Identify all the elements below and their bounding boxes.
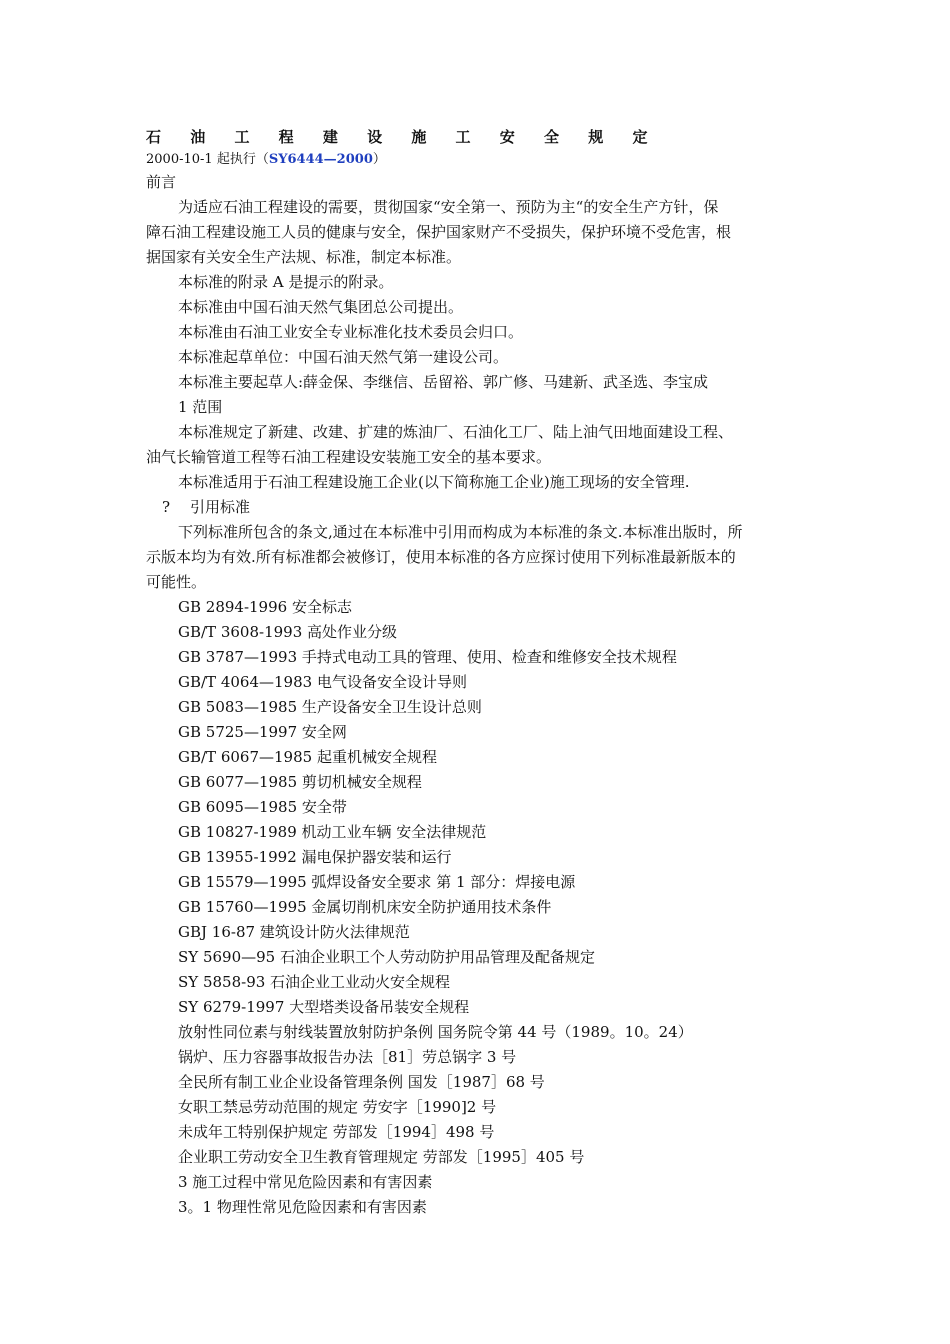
- paragraph-line: 据国家有关安全生产法规、标准，制定本标准。: [146, 248, 462, 266]
- reference-item: 放射性同位素与射线装置放射防护条例 国务院令第 44 号（1989。10。24）: [178, 1023, 693, 1041]
- reference-item: GB/T 6067—1985 起重机械安全规程: [178, 748, 437, 766]
- reference-item: GB 5083—1985 生产设备安全卫生设计总则: [178, 698, 482, 716]
- reference-item: 未成年工特别保护规定 劳部发［1994］498 号: [178, 1123, 495, 1141]
- reference-item: GB 15760—1995 金属切削机床安全防护通用技术条件: [178, 898, 552, 916]
- effective-date-line: [146, 150, 806, 170]
- reference-item: SY 5858-93 石油企业工业动火安全规程: [178, 973, 451, 991]
- paragraph-line: 油气长输管道工程等石油工程建设安装施工安全的基本要求。: [146, 448, 552, 466]
- section-number-placeholder: ?: [162, 498, 171, 516]
- reference-item: 全民所有制工业企业设备管理条例 国发［1987］68 号: [178, 1073, 545, 1091]
- reference-item: 女职工禁忌劳动范围的规定 劳安字［1990]2 号: [178, 1098, 497, 1116]
- reference-item: 企业职工劳动安全卫生教育管理规定 劳部发［1995］405 号: [178, 1148, 585, 1166]
- section-3-1-heading: 3。1 物理性常见危险因素和有害因素: [178, 1198, 427, 1216]
- reference-item: GBJ 16-87 建筑设计防火法律规范: [178, 923, 410, 941]
- references-list: [146, 595, 806, 1170]
- reference-item: GB 15579—1995 弧焊设备安全要求 第 1 部分：焊接电源: [178, 873, 576, 891]
- scope-applicability: 本标准适用于石油工程建设施工企业(以下简称施工企业)施工现场的安全管理.: [178, 473, 690, 491]
- reference-item: GB 6077—1985 剪切机械安全规程: [178, 773, 422, 791]
- reference-item: GB 5725—1997 安全网: [178, 723, 347, 741]
- foreword-line: 本标准起草单位：中国石油天然气第一建设公司。: [178, 348, 509, 366]
- reference-item: GB 3787—1993 手持式电动工具的管理、使用、检查和维修安全技术规程: [178, 648, 677, 666]
- reference-item: GB 6095—1985 安全带: [178, 798, 347, 816]
- scope-paragraph: [146, 420, 806, 470]
- reference-item: GB 2894-1996 安全标志: [178, 598, 352, 616]
- foreword-heading: 前言: [146, 173, 177, 191]
- paragraph-line: 障石油工程建设施工人员的健康与安全，保护国家财产不受损失，保护环境不受危害，根: [146, 223, 732, 241]
- foreword-line: 本标准由石油工业安全专业标准化技术委员会归口。: [178, 323, 524, 341]
- reference-item: SY 6279-1997 大型塔类设备吊装安全规程: [178, 998, 470, 1016]
- effective-date: 2000-10-1 起执行（: [146, 152, 269, 167]
- reference-item: GB/T 3608-1993 高处作业分级: [178, 623, 398, 641]
- reference-item: GB 13955-1992 漏电保护器安装和运行: [178, 848, 452, 866]
- document-page: [146, 126, 806, 1220]
- paragraph-line: 为适应石油工程建设的需要，贯彻国家“安全第一、预防为主“的安全生产方针，保: [178, 198, 719, 216]
- paragraph-line: 示版本均为有效.所有标准都会被修订，使用本标准的各方应探讨使用下列标准最新版本的: [146, 548, 736, 566]
- section-3-heading: 3 施工过程中常见危险因素和有害因素: [178, 1173, 433, 1191]
- foreword-line: 本标准由中国石油天然气集团总公司提出。: [178, 298, 464, 316]
- paragraph-line: 下列标准所包含的条文,通过在本标准中引用而构成为本标准的条文.本标准出版时，所: [178, 523, 743, 541]
- foreword-line: 本标准的附录 A 是提示的附录。: [178, 273, 394, 291]
- foreword-paragraph: [146, 195, 806, 270]
- standard-code: SY6444—2000: [268, 152, 373, 167]
- reference-item: GB/T 4064—1983 电气设备安全设计导则: [178, 673, 467, 691]
- effective-date-close: ）: [372, 152, 386, 167]
- reference-item: SY 5690—95 石油企业职工个人劳动防护用品管理及配备规定: [178, 948, 595, 966]
- foreword-line: 本标准主要起草人:薛金保、李继信、岳留裕、郭广修、马建新、武圣选、李宝成: [178, 373, 709, 391]
- document-title: 石 油 工 程 建 设 施 工 安 全 规 定: [146, 128, 660, 146]
- section-2-heading: [146, 495, 806, 520]
- references-intro-paragraph: [146, 520, 806, 595]
- paragraph-line: 本标准规定了新建、改建、扩建的炼油厂、石油化工厂、陆上油气田地面建设工程、: [178, 423, 734, 441]
- section-2-title: 引用标准: [190, 498, 251, 516]
- section-1-heading: 1 范围: [178, 398, 223, 416]
- reference-item: GB 10827-1989 机动工业车辆 安全法律规范: [178, 823, 487, 841]
- reference-item: 锅炉、压力容器事故报告办法［81］劳总锅字 3 号: [178, 1048, 517, 1066]
- paragraph-line: 可能性。: [146, 573, 207, 591]
